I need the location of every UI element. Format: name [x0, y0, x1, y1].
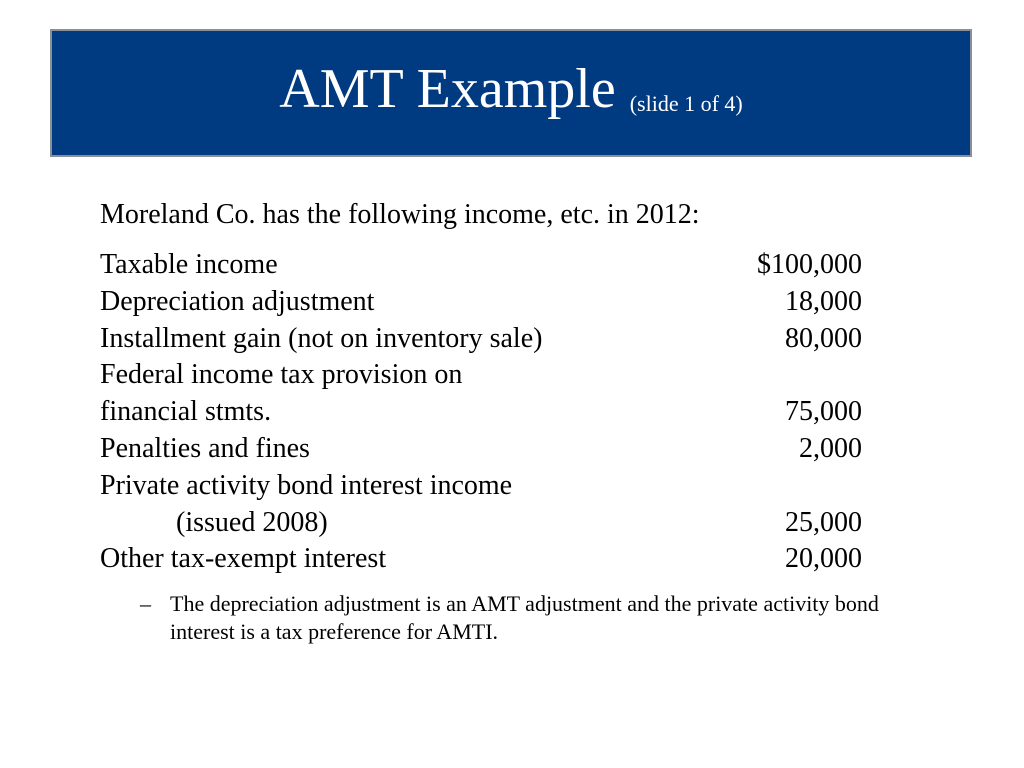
- item-row: [100, 321, 862, 358]
- item-row: [100, 505, 862, 542]
- item-label: Federal income tax provision on: [100, 359, 463, 391]
- item-value: 80,000: [785, 322, 862, 354]
- income-items-list: [100, 247, 862, 578]
- item-label: financial stmts.: [100, 396, 272, 428]
- slide-title: AMT Example: [279, 58, 616, 120]
- explanation-note: [140, 590, 940, 646]
- item-label: Penalties and fines: [100, 432, 310, 464]
- item-value: 2,000: [799, 432, 862, 464]
- item-label: (issued 2008): [176, 506, 328, 538]
- item-label: Private activity bond interest income: [100, 469, 513, 501]
- item-label: Depreciation adjustment: [100, 285, 375, 317]
- item-row: [100, 431, 862, 468]
- item-label: Other tax-exempt interest: [100, 543, 387, 575]
- note-dash: –: [140, 591, 151, 616]
- intro-text: Moreland Co. has the following income, etc. in 2012:: [100, 199, 700, 230]
- item-label: Taxable income: [100, 249, 278, 280]
- item-value: 75,000: [785, 396, 862, 428]
- item-value: 20,000: [785, 543, 862, 575]
- item-row: [100, 284, 862, 321]
- item-row: [100, 541, 862, 578]
- note-text: The depreciation adjustment is an AMT adjustment and the private activity bond interest is a tax preference for AMTI.: [170, 591, 879, 644]
- title-bar: [50, 29, 972, 157]
- item-row: [100, 357, 862, 394]
- item-label: Installment gain (not on inventory sale): [100, 322, 543, 354]
- item-value: $100,000: [757, 249, 862, 280]
- title-wrap: [279, 58, 743, 120]
- item-value: 18,000: [785, 285, 862, 317]
- item-value: 25,000: [785, 506, 862, 538]
- item-row: [100, 468, 862, 505]
- slide-subtitle: (slide 1 of 4): [629, 91, 743, 116]
- item-row: [100, 394, 862, 431]
- item-row: [100, 247, 862, 284]
